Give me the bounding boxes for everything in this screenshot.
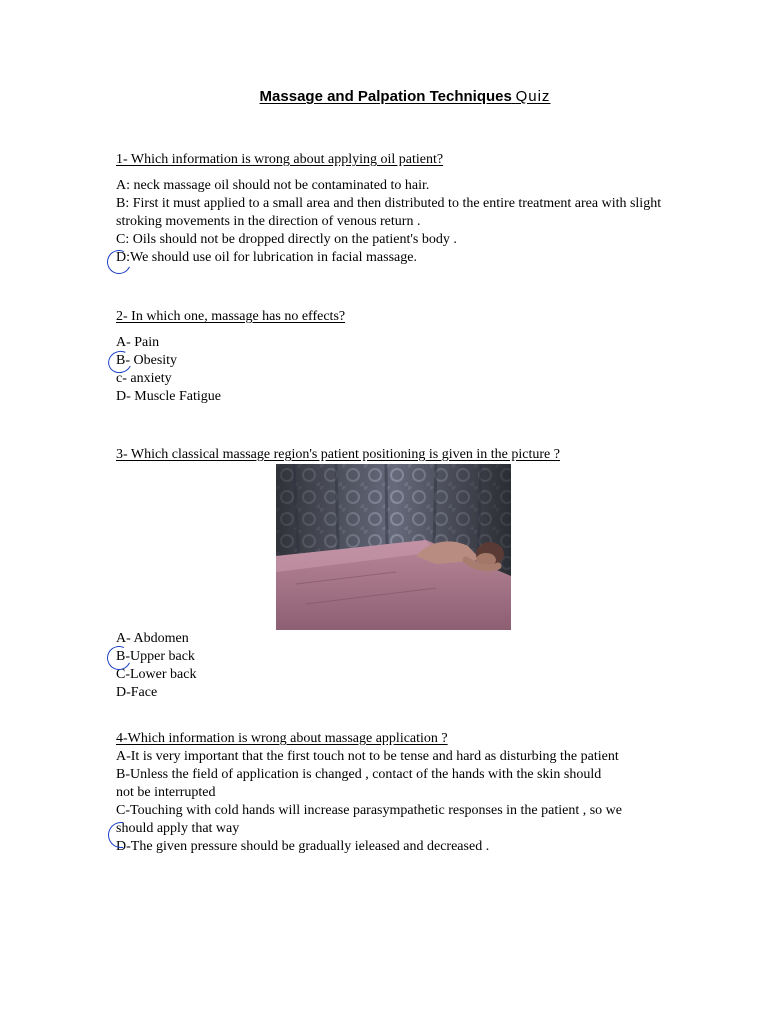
title-bold: Massage and Palpation Techniques bbox=[259, 88, 512, 105]
q2-option-b: B- Obesity bbox=[116, 353, 178, 368]
question-1-options bbox=[116, 177, 676, 267]
q4-option-c: C-Touching with cold hands will increase parasympathetic responses in the patient , so we should apply that way bbox=[116, 803, 623, 836]
patient-positioning-photo bbox=[276, 464, 511, 630]
q3-option-c: C-Lower back bbox=[116, 667, 197, 682]
q2-option-a: A- Pain bbox=[116, 335, 160, 350]
question-2-options bbox=[116, 334, 676, 406]
answer-tick-mark bbox=[108, 822, 123, 848]
q1-option-a: A: neck massage oil should not be contaminated to hair. bbox=[116, 178, 430, 193]
question-2 bbox=[116, 308, 676, 406]
q1-option-c: C: Oils should not be dropped directly on the patient's body . bbox=[116, 232, 457, 247]
q1-option-b: B: First it must applied to a small area and then distributed to the entire treatment area with slight stroking movements in the direction of venous return . bbox=[116, 196, 662, 229]
q4-option-a: A-It is very important that the first touch not to be tense and hard as disturbing the patient bbox=[116, 749, 619, 764]
q4-option-b: B-Unless the field of application is changed , contact of the hands with the skin should not be interrupted bbox=[116, 767, 602, 800]
question-4-title: 4-Which information is wrong about massage application ? bbox=[116, 731, 448, 746]
q2-option-c: c- anxiety bbox=[116, 371, 172, 386]
question-3 bbox=[116, 446, 676, 464]
q3-option-a: A- Abdomen bbox=[116, 631, 189, 646]
page-title bbox=[0, 88, 768, 106]
question-1-title: 1- Which information is wrong about applying oil patient? bbox=[116, 152, 444, 167]
q3-option-d: D-Face bbox=[116, 685, 158, 700]
q1-option-d: D:We should use oil for lubrication in facial massage. bbox=[116, 250, 417, 265]
title-quiz: Quiz bbox=[515, 88, 551, 105]
question-2-title: 2- In which one, massage has no effects? bbox=[116, 309, 346, 324]
q3-option-b: B-Upper back bbox=[116, 649, 195, 664]
question-4 bbox=[116, 730, 676, 856]
question-3-options-block bbox=[116, 630, 676, 702]
q2-option-d: D- Muscle Fatigue bbox=[116, 389, 221, 404]
q4-option-d: D-The given pressure should be gradually ieleased and decreased . bbox=[116, 839, 490, 854]
question-3-title: 3- Which classical massage region's patient positioning is given in the picture ? bbox=[116, 447, 560, 462]
question-1 bbox=[116, 151, 676, 267]
question-4-options bbox=[116, 748, 676, 856]
